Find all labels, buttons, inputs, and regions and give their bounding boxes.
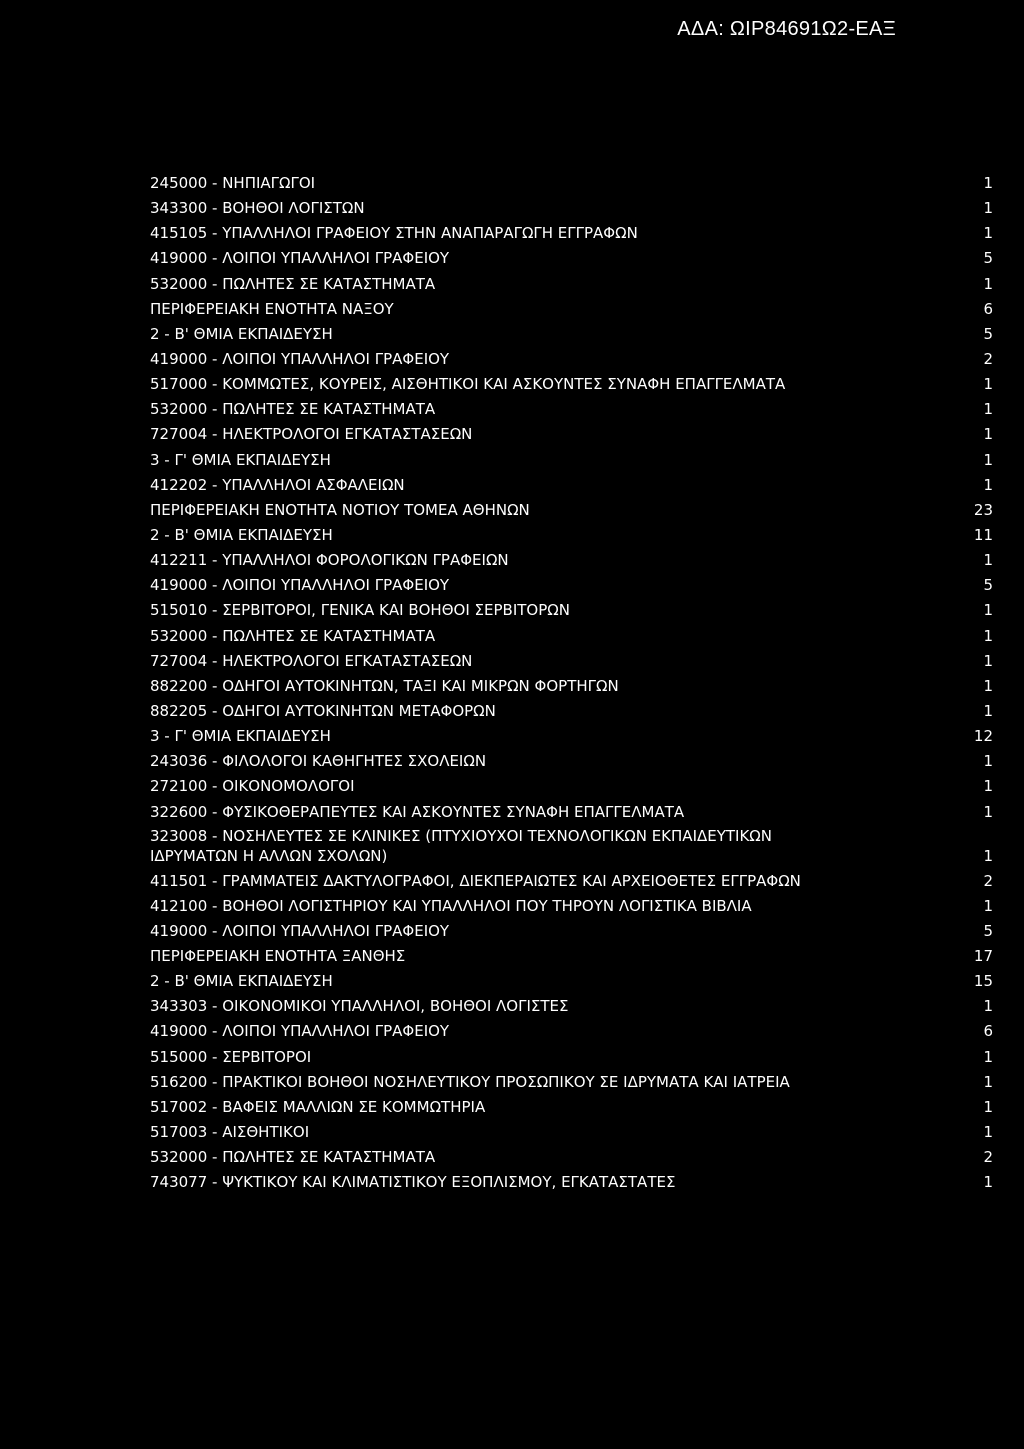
list-item-count: 5 <box>983 576 993 595</box>
positions-list <box>150 171 993 1195</box>
list-item <box>150 473 993 498</box>
list-item <box>150 919 993 944</box>
list-item-label: 419000 - ΛΟΙΠΟΙ ΥΠΑΛΛΗΛΟΙ ΓΡΑΦΕΙΟΥ <box>150 576 450 595</box>
list-item-label: 419000 - ΛΟΙΠΟΙ ΥΠΑΛΛΗΛΟΙ ΓΡΑΦΕΙΟΥ <box>150 1022 450 1041</box>
list-item-count: 23 <box>973 500 993 519</box>
list-item-count: 1 <box>983 224 993 243</box>
list-item-label: 532000 - ΠΩΛΗΤΕΣ ΣΕ ΚΑΤΑΣΤΗΜΑΤΑ <box>150 400 436 419</box>
list-item <box>150 699 993 724</box>
list-item <box>150 1170 993 1195</box>
list-item <box>150 969 993 994</box>
list-item-label: 515010 - ΣΕΡΒΙΤΟΡΟΙ, ΓΕΝΙΚΑ ΚΑΙ ΒΟΗΘΟΙ ΣΕΡΒΙΤΟΡΩΝ <box>150 601 570 620</box>
list-item-label: 517000 - ΚΟΜΜΩΤΕΣ, ΚΟΥΡΕΙΣ, ΑΙΣΘΗΤΙΚΟΙ ΚΑΙ ΑΣΚΟΥΝΤΕΣ ΣΥΝΑΦΗ ΕΠΑΓΓΕΛΜΑΤΑ <box>150 375 786 394</box>
list-item <box>150 372 993 397</box>
list-item-count: 1 <box>983 896 993 915</box>
list-item <box>150 1070 993 1095</box>
list-item-label: 532000 - ΠΩΛΗΤΕΣ ΣΕ ΚΑΤΑΣΤΗΜΑΤΑ <box>150 626 436 645</box>
list-item-count: 11 <box>973 525 993 544</box>
list-item <box>150 774 993 799</box>
list-item-count: 1 <box>983 450 993 469</box>
list-item-count: 1 <box>983 425 993 444</box>
list-item <box>150 944 993 969</box>
list-item-count: 1 <box>983 1072 993 1091</box>
list-item-label: 743077 - ΨΥΚΤΙΚΟΥ ΚΑΙ ΚΛΙΜΑΤΙΣΤΙΚΟΥ ΕΞΟΠΛΙΣΜΟΥ, ΕΓΚΑΤΑΣΤΑΤΕΣ <box>150 1173 676 1192</box>
list-item-count: 1 <box>983 701 993 720</box>
list-item-count: 12 <box>973 727 993 746</box>
list-item <box>150 422 993 447</box>
list-item-label: 515000 - ΣΕΡΒΙΤΟΡΟΙ <box>150 1047 312 1066</box>
list-item <box>150 994 993 1019</box>
document-code: ΑΔΑ: ΩΙΡ84691Ω2-ΕΑΞ <box>677 18 896 40</box>
list-item-count: 1 <box>983 475 993 494</box>
list-item <box>150 800 993 825</box>
list-item-count: 1 <box>983 375 993 394</box>
list-item <box>150 598 993 623</box>
list-item-count: 5 <box>983 249 993 268</box>
list-item-label: 419000 - ΛΟΙΠΟΙ ΥΠΑΛΛΗΛΟΙ ΓΡΑΦΕΙΟΥ <box>150 349 450 368</box>
list-item-count: 1 <box>983 400 993 419</box>
list-item <box>150 272 993 297</box>
list-item-count: 1 <box>983 1123 993 1142</box>
list-item <box>150 297 993 322</box>
list-item <box>150 347 993 372</box>
list-item-count: 1 <box>983 676 993 695</box>
list-item-count: 2 <box>983 349 993 368</box>
list-item <box>150 523 993 548</box>
list-item-label: 419000 - ΛΟΙΠΟΙ ΥΠΑΛΛΗΛΟΙ ΓΡΑΦΕΙΟΥ <box>150 249 450 268</box>
list-item-label: 517002 - ΒΑΦΕΙΣ ΜΑΛΛΙΩΝ ΣΕ ΚΟΜΜΩΤΗΡΙΑ <box>150 1097 486 1116</box>
list-item-count: 1 <box>983 601 993 620</box>
list-item-count: 15 <box>973 972 993 991</box>
list-item-label: 727004 - ΗΛΕΚΤΡΟΛΟΓΟΙ ΕΓΚΑΤΑΣΤΑΣΕΩΝ <box>150 425 473 444</box>
list-item <box>150 397 993 422</box>
list-item-count: 1 <box>983 846 993 865</box>
list-item <box>150 196 993 221</box>
list-item <box>150 322 993 347</box>
list-item-count: 1 <box>983 777 993 796</box>
list-item-label: 3 - Γ' ΘΜΙΑ ΕΚΠΑΙΔΕΥΣΗ <box>150 450 331 469</box>
list-item <box>150 825 993 869</box>
list-item <box>150 171 993 196</box>
list-item-count: 5 <box>983 921 993 940</box>
list-item-label: 243036 - ΦΙΛΟΛΟΓΟΙ ΚΑΘΗΓΗΤΕΣ ΣΧΟΛΕΙΩΝ <box>150 752 487 771</box>
list-item-count: 17 <box>973 947 993 966</box>
list-item <box>150 1020 993 1045</box>
list-item-label: 882200 - ΟΔΗΓΟΙ ΑΥΤΟΚΙΝΗΤΩΝ, ΤΑΞΙ ΚΑΙ ΜΙΚΡΩΝ ΦΟΡΤΗΓΩΝ <box>150 676 619 695</box>
list-item <box>150 448 993 473</box>
list-item-label: 882205 - ΟΔΗΓΟΙ ΑΥΤΟΚΙΝΗΤΩΝ ΜΕΤΑΦΟΡΩΝ <box>150 701 496 720</box>
list-item-count: 1 <box>983 199 993 218</box>
list-item-label: 516200 - ΠΡΑΚΤΙΚΟΙ ΒΟΗΘΟΙ ΝΟΣΗΛΕΥΤΙΚΟΥ ΠΡΟΣΩΠΙΚΟΥ ΣΕ ΙΔΡΥΜΑΤΑ ΚΑΙ ΙΑΤΡΕΙΑ <box>150 1072 790 1091</box>
list-item-label: 415105 - ΥΠΑΛΛΗΛΟΙ ΓΡΑΦΕΙΟΥ ΣΤΗΝ ΑΝΑΠΑΡΑΓΩΓΗ ΕΓΓΡΑΦΩΝ <box>150 224 638 243</box>
list-item-count: 2 <box>983 871 993 890</box>
list-item <box>150 649 993 674</box>
list-item-count: 1 <box>983 551 993 570</box>
list-item-count: 1 <box>983 802 993 821</box>
list-item-label: 2 - Β' ΘΜΙΑ ΕΚΠΑΙΔΕΥΣΗ <box>150 972 333 991</box>
list-item-label: ΠΕΡΙΦΕΡΕΙΑΚΗ ΕΝΟΤΗΤΑ ΝΑΞΟΥ <box>150 299 394 318</box>
list-item <box>150 548 993 573</box>
list-item-label: 412211 - ΥΠΑΛΛΗΛΟΙ ΦΟΡΟΛΟΓΙΚΩΝ ΓΡΑΦΕΙΩΝ <box>150 551 509 570</box>
list-item-count: 2 <box>983 1148 993 1167</box>
list-item <box>150 573 993 598</box>
list-item-label: 272100 - ΟΙΚΟΝΟΜΟΛΟΓΟΙ <box>150 777 355 796</box>
list-item <box>150 1045 993 1070</box>
list-item-count: 1 <box>983 1097 993 1116</box>
list-item-label: 343300 - ΒΟΗΘΟΙ ΛΟΓΙΣΤΩΝ <box>150 199 365 218</box>
list-item-count: 6 <box>983 299 993 318</box>
list-item-count: 5 <box>983 324 993 343</box>
list-item <box>150 749 993 774</box>
list-item <box>150 1120 993 1145</box>
list-item-label: 532000 - ΠΩΛΗΤΕΣ ΣΕ ΚΑΤΑΣΤΗΜΑΤΑ <box>150 1148 436 1167</box>
list-item-label: 2 - Β' ΘΜΙΑ ΕΚΠΑΙΔΕΥΣΗ <box>150 525 333 544</box>
list-item <box>150 1095 993 1120</box>
list-item-label: 727004 - ΗΛΕΚΤΡΟΛΟΓΟΙ ΕΓΚΑΤΑΣΤΑΣΕΩΝ <box>150 651 473 670</box>
list-item <box>150 674 993 699</box>
list-item-count: 1 <box>983 997 993 1016</box>
list-item-label: 517003 - ΑΙΣΘΗΤΙΚΟΙ <box>150 1123 310 1142</box>
list-item <box>150 724 993 749</box>
list-item <box>150 894 993 919</box>
list-item-label: 411501 - ΓΡΑΜΜΑΤΕΙΣ ΔΑΚΤΥΛΟΓΡΑΦΟΙ, ΔΙΕΚΠΕΡΑΙΩΤΕΣ ΚΑΙ ΑΡΧΕΙΟΘΕΤΕΣ ΕΓΓΡΑΦΩΝ <box>150 871 801 890</box>
list-item <box>150 498 993 523</box>
list-item-count: 1 <box>983 173 993 192</box>
list-item-count: 1 <box>983 651 993 670</box>
list-item-count: 1 <box>983 1047 993 1066</box>
list-item-label: 532000 - ΠΩΛΗΤΕΣ ΣΕ ΚΑΤΑΣΤΗΜΑΤΑ <box>150 274 436 293</box>
list-item-count: 6 <box>983 1022 993 1041</box>
list-item-count: 1 <box>983 274 993 293</box>
list-item-label: ΠΕΡΙΦΕΡΕΙΑΚΗ ΕΝΟΤΗΤΑ ΞΑΝΘΗΣ <box>150 947 406 966</box>
list-item-label: 419000 - ΛΟΙΠΟΙ ΥΠΑΛΛΗΛΟΙ ΓΡΑΦΕΙΟΥ <box>150 921 450 940</box>
list-item-count: 1 <box>983 752 993 771</box>
list-item-label: 412100 - ΒΟΗΘΟΙ ΛΟΓΙΣΤΗΡΙΟΥ ΚΑΙ ΥΠΑΛΛΗΛΟΙ ΠΟΥ ΤΗΡΟΥΝ ΛΟΓΙΣΤΙΚΑ ΒΙΒΛΙΑ <box>150 896 752 915</box>
list-item <box>150 1145 993 1170</box>
list-item-label: 323008 - ΝΟΣΗΛΕΥΤΕΣ ΣΕ ΚΛΙΝΙΚΕΣ (ΠΤΥΧΙΟΥΧΟΙ ΤΕΧΝΟΛΟΓΙΚΩΝ ΕΚΠΑΙΔΕΥΤΙΚΩΝ ΙΔΡΥΜΑΤΩΝ Η ΑΛΛΩΝ ΣΧΟΛΩΝ) <box>150 826 772 865</box>
list-item-count: 1 <box>983 1173 993 1192</box>
list-item <box>150 246 993 271</box>
list-item-label: 2 - Β' ΘΜΙΑ ΕΚΠΑΙΔΕΥΣΗ <box>150 324 333 343</box>
list-item-label: ΠΕΡΙΦΕΡΕΙΑΚΗ ΕΝΟΤΗΤΑ ΝΟΤΙΟΥ ΤΟΜΕΑ ΑΘΗΝΩΝ <box>150 500 530 519</box>
list-item-label: 322600 - ΦΥΣΙΚΟΘΕΡΑΠΕΥΤΕΣ ΚΑΙ ΑΣΚΟΥΝΤΕΣ ΣΥΝΑΦΗ ΕΠΑΓΓΕΛΜΑΤΑ <box>150 802 685 821</box>
list-item-label: 245000 - ΝΗΠΙΑΓΩΓΟΙ <box>150 173 316 192</box>
list-item-label: 343303 - ΟΙΚΟΝΟΜΙΚΟΙ ΥΠΑΛΛΗΛΟΙ, ΒΟΗΘΟΙ ΛΟΓΙΣΤΕΣ <box>150 997 569 1016</box>
list-item <box>150 869 993 894</box>
list-item-label: 412202 - ΥΠΑΛΛΗΛΟΙ ΑΣΦΑΛΕΙΩΝ <box>150 475 405 494</box>
list-item <box>150 221 993 246</box>
list-item <box>150 624 993 649</box>
list-item-count: 1 <box>983 626 993 645</box>
list-item-label: 3 - Γ' ΘΜΙΑ ΕΚΠΑΙΔΕΥΣΗ <box>150 727 331 746</box>
